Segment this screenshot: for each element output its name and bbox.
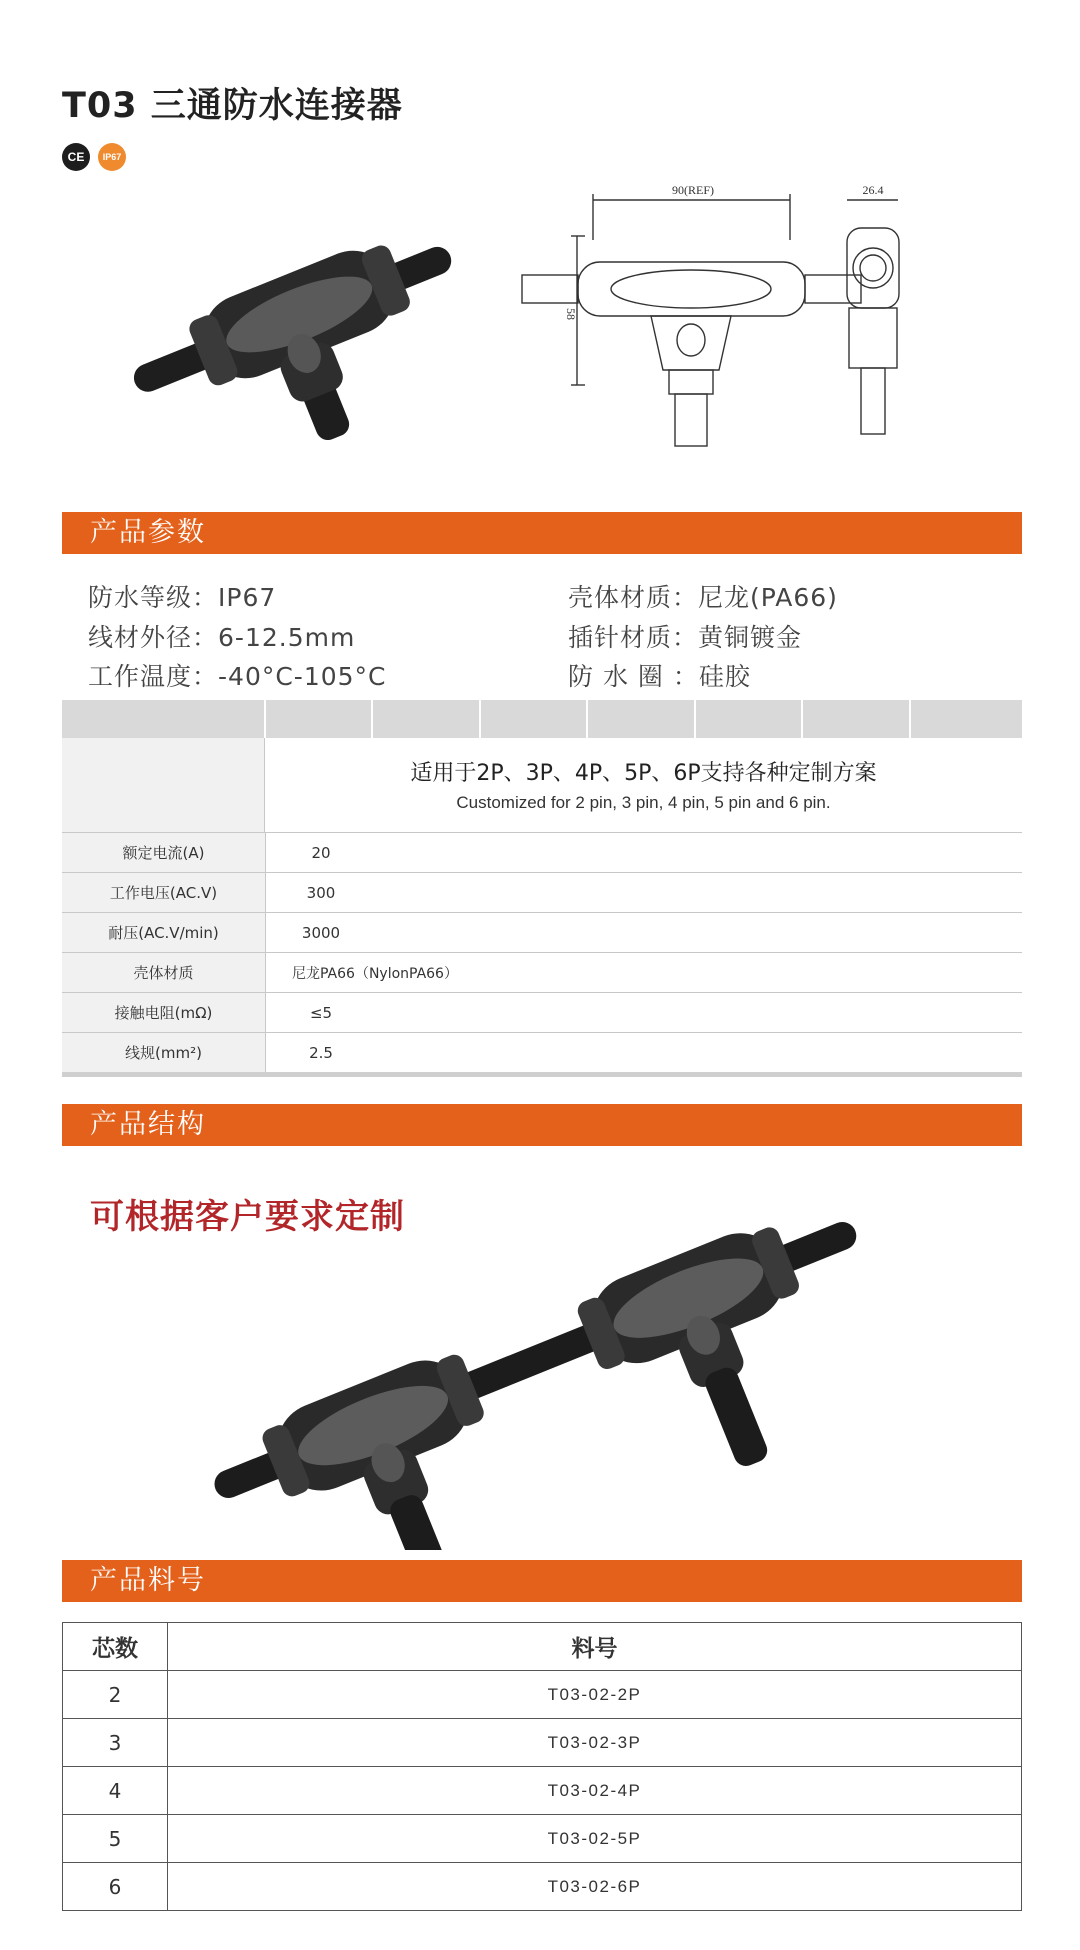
spec-row-value: 20 (266, 833, 1023, 873)
spec-shell-label: 壳体材质： (568, 583, 699, 612)
part-number: T03-02-3P (168, 1719, 1022, 1767)
spec-row (62, 1033, 1022, 1073)
spec-row-label: 接触电阻(mΩ) (62, 993, 266, 1033)
core-count: 2 (63, 1671, 168, 1719)
spec-table (62, 833, 1022, 1073)
spec-table-intro-cell (265, 738, 1022, 833)
table-row (63, 1863, 1022, 1911)
dim-diameter: 26.4 (862, 183, 884, 197)
spec-seal-label: 防 水 圈 ： (568, 662, 699, 691)
col-core-header: 芯数 (63, 1623, 168, 1671)
section-partno-header: 产品料号 (62, 1560, 1022, 1602)
spec-cable-label: 线材外径： (88, 623, 219, 652)
part-number-table (62, 1622, 1022, 1911)
spec-row-value: 300 (266, 873, 1023, 913)
part-number: T03-02-6P (168, 1863, 1022, 1911)
spec-row (62, 833, 1022, 873)
spec-row-value: 尼龙PA66（NylonPA66） (266, 953, 1023, 993)
section-structure-header: 产品结构 (62, 1104, 1022, 1146)
core-count: 3 (63, 1719, 168, 1767)
spec-table-intro-label-cell (62, 738, 265, 833)
col-part-header: 料号 (168, 1623, 1022, 1671)
spec-table-header-dividers (62, 700, 1022, 738)
spec-row-label: 壳体材质 (62, 953, 266, 993)
part-table-header-row (63, 1623, 1022, 1671)
spec-row-value: 2.5 (266, 1033, 1023, 1073)
spec-row-label: 线规(mm²) (62, 1033, 266, 1073)
spec-pin-label: 插针材质： (568, 623, 699, 652)
table-row (63, 1671, 1022, 1719)
page-title: T03 三通防水连接器 (62, 86, 403, 126)
core-count: 4 (63, 1767, 168, 1815)
spec-seal-value: 硅胶 (698, 662, 751, 691)
spec-row (62, 913, 1022, 953)
dim-width: 90(REF) (672, 183, 714, 197)
spec-row (62, 993, 1022, 1033)
part-number: T03-02-2P (168, 1671, 1022, 1719)
spec-shell-value: 尼龙(PA66) (698, 583, 838, 612)
dim-height: 58 (564, 308, 578, 320)
structure-photo (200, 1180, 860, 1550)
spec-intro-cn: 适用于2P、3P、4P、5P、6P支持各种定制方案 (410, 761, 877, 786)
spec-row-label: 工作电压(AC.V) (62, 873, 266, 913)
section-params-header: 产品参数 (62, 512, 1022, 554)
core-count: 6 (63, 1863, 168, 1911)
spec-row (62, 873, 1022, 913)
spec-row-value: ≤5 (266, 993, 1023, 1033)
ip67-rating-icon: IP67 (98, 143, 126, 171)
custom-text: 可根据客户要求定制 (90, 1197, 405, 1237)
spec-intro-en: Customized for 2 pin, 3 pin, 4 pin, 5 pin and 6 pin. (456, 793, 831, 812)
table-row (63, 1767, 1022, 1815)
part-number: T03-02-4P (168, 1767, 1022, 1815)
spec-row-label: 耐压(AC.V/min) (62, 913, 266, 953)
spec-row-value: 3000 (266, 913, 1023, 953)
core-count: 5 (63, 1815, 168, 1863)
spec-table-bottom-rule (62, 1072, 1022, 1077)
spec-temp-label: 工作温度： (88, 662, 219, 691)
table-row (63, 1815, 1022, 1863)
technical-drawing (505, 180, 1045, 450)
product-photo (120, 200, 490, 440)
spec-cable-value: 6-12.5mm (218, 623, 356, 652)
spec-row (62, 953, 1022, 993)
spec-row-label: 额定电流(A) (62, 833, 266, 873)
spec-temp-value: -40°C-105°C (218, 662, 387, 691)
spec-pin-value: 黄铜镀金 (698, 623, 803, 652)
ce-certification-icon: CE (62, 143, 90, 171)
table-row (63, 1719, 1022, 1767)
spec-waterproof-label: 防水等级： (88, 583, 219, 612)
part-number: T03-02-5P (168, 1815, 1022, 1863)
spec-waterproof-value: IP67 (218, 583, 277, 612)
